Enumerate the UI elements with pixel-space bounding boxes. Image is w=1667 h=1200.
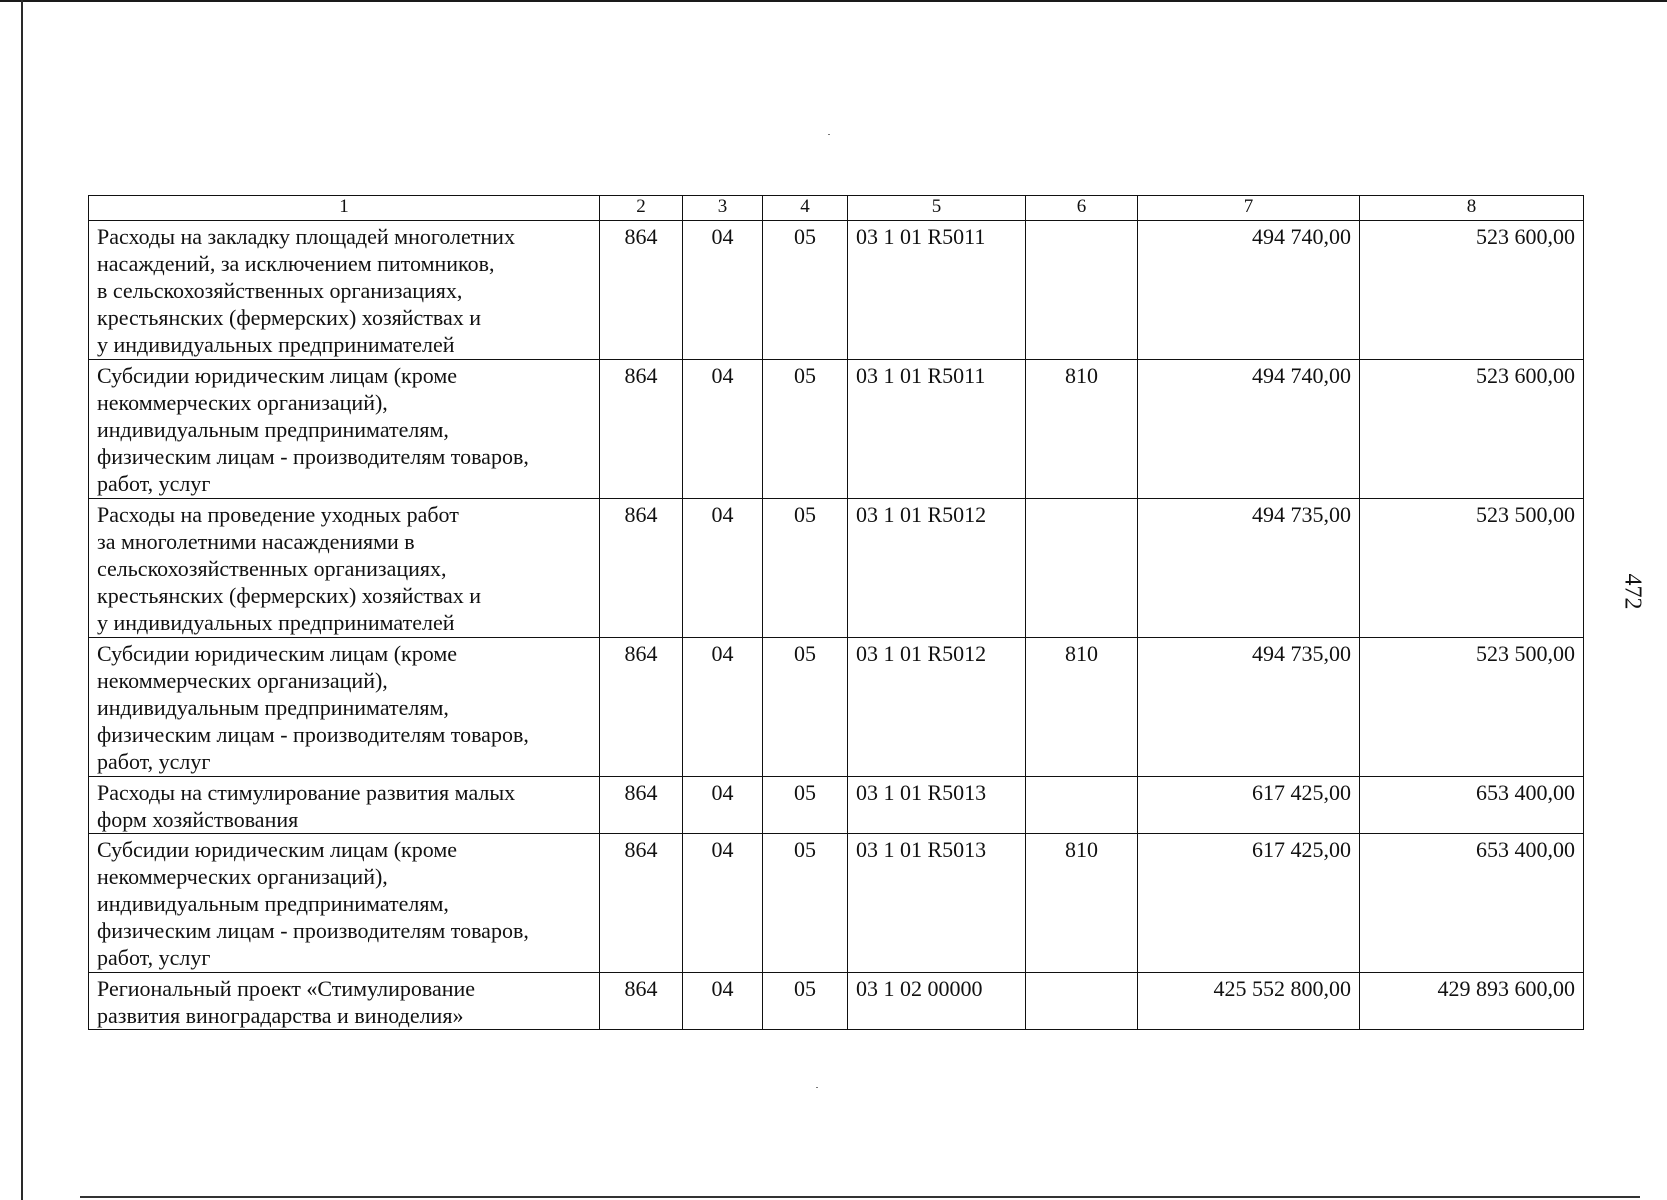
amount-year-1: 494 740,00 xyxy=(1138,360,1360,499)
amount-year-1: 494 735,00 xyxy=(1138,638,1360,777)
header-cell: 2 xyxy=(600,196,683,221)
section-code: 04 xyxy=(683,973,763,1030)
section-code: 04 xyxy=(683,499,763,638)
scan-border-bottom xyxy=(80,1196,1640,1198)
amount-year-1: 617 425,00 xyxy=(1138,834,1360,973)
row-name-cell xyxy=(89,777,600,834)
amount-year-2: 523 600,00 xyxy=(1360,360,1584,499)
target-article-code: 03 1 01 R5013 xyxy=(848,834,1026,973)
target-article-code: 03 1 01 R5013 xyxy=(848,777,1026,834)
amount-year-1: 617 425,00 xyxy=(1138,777,1360,834)
row-name-cell xyxy=(89,221,600,360)
header-cell: 1 xyxy=(89,196,600,221)
scan-border-top xyxy=(0,0,1667,2)
table-row xyxy=(89,499,1584,638)
amount-year-2: 523 500,00 xyxy=(1360,499,1584,638)
header-cell: 8 xyxy=(1360,196,1584,221)
target-article-code: 03 1 01 R5011 xyxy=(848,360,1026,499)
target-article-code: 03 1 02 00000 xyxy=(848,973,1026,1030)
header-cell: 7 xyxy=(1138,196,1360,221)
amount-year-2: 523 600,00 xyxy=(1360,221,1584,360)
scan-speck xyxy=(828,134,830,135)
table-row xyxy=(89,834,1584,973)
table-row xyxy=(89,360,1584,499)
row-name-cell xyxy=(89,499,600,638)
ministry-code: 864 xyxy=(600,777,683,834)
subsection-code: 05 xyxy=(763,499,848,638)
expense-type-code xyxy=(1026,499,1138,638)
scan-border-left xyxy=(21,0,23,1200)
section-code: 04 xyxy=(683,638,763,777)
row-name-cell xyxy=(89,834,600,973)
amount-year-1: 494 740,00 xyxy=(1138,221,1360,360)
subsection-code: 05 xyxy=(763,973,848,1030)
header-cell: 3 xyxy=(683,196,763,221)
row-name-cell xyxy=(89,360,600,499)
subsection-code: 05 xyxy=(763,221,848,360)
section-code: 04 xyxy=(683,221,763,360)
subsection-code: 05 xyxy=(763,834,848,973)
target-article-code: 03 1 01 R5012 xyxy=(848,499,1026,638)
budget-table xyxy=(88,195,1584,1030)
amount-year-1: 425 552 800,00 xyxy=(1138,973,1360,1030)
table-row xyxy=(89,777,1584,834)
row-name: Субсидии юридическим лицам (кроме некоммерческих организаций), индивидуальным предпринимателям, физическим лицам - производителям товаров, работ, услуг xyxy=(97,641,529,774)
scan-speck xyxy=(816,1087,818,1088)
header-cell: 6 xyxy=(1026,196,1138,221)
ministry-code: 864 xyxy=(600,973,683,1030)
page-number: 472 xyxy=(1619,573,1646,610)
amount-year-1: 494 735,00 xyxy=(1138,499,1360,638)
row-name: Региональный проект «Стимулирование развития виноградарства и виноделия» xyxy=(97,976,476,1028)
section-code: 04 xyxy=(683,360,763,499)
table-header-row xyxy=(89,196,1584,221)
expense-type-code: 810 xyxy=(1026,638,1138,777)
amount-year-2: 653 400,00 xyxy=(1360,834,1584,973)
section-code: 04 xyxy=(683,834,763,973)
ministry-code: 864 xyxy=(600,221,683,360)
ministry-code: 864 xyxy=(600,360,683,499)
amount-year-2: 523 500,00 xyxy=(1360,638,1584,777)
table-row xyxy=(89,973,1584,1030)
row-name: Расходы на проведение уходных работ за многолетними насаждениями в сельскохозяйственных организациях, крестьянских (фермерских) хозяйствах и у индивидуальных предпринимателей xyxy=(97,502,482,635)
expense-type-code xyxy=(1026,777,1138,834)
row-name-cell xyxy=(89,973,600,1030)
expense-type-code xyxy=(1026,221,1138,360)
row-name-cell xyxy=(89,638,600,777)
ministry-code: 864 xyxy=(600,834,683,973)
subsection-code: 05 xyxy=(763,360,848,499)
row-name: Субсидии юридическим лицам (кроме некоммерческих организаций), индивидуальным предпринимателям, физическим лицам - производителям товаров, работ, услуг xyxy=(97,837,529,970)
ministry-code: 864 xyxy=(600,499,683,638)
section-code: 04 xyxy=(683,777,763,834)
ministry-code: 864 xyxy=(600,638,683,777)
amount-year-2: 429 893 600,00 xyxy=(1360,973,1584,1030)
row-name: Расходы на стимулирование развития малых форм хозяйствования xyxy=(97,780,516,832)
expense-type-code xyxy=(1026,973,1138,1030)
subsection-code: 05 xyxy=(763,777,848,834)
target-article-code: 03 1 01 R5012 xyxy=(848,638,1026,777)
subsection-code: 05 xyxy=(763,638,848,777)
expense-type-code: 810 xyxy=(1026,360,1138,499)
table-row xyxy=(89,638,1584,777)
header-cell: 5 xyxy=(848,196,1026,221)
table-row xyxy=(89,221,1584,360)
target-article-code: 03 1 01 R5011 xyxy=(848,221,1026,360)
amount-year-2: 653 400,00 xyxy=(1360,777,1584,834)
row-name: Расходы на закладку площадей многолетних насаждений, за исключением питомников, в сельскохозяйственных организациях, крестьянских (фермерских) хозяйствах и у индивидуальных предпринимателей xyxy=(97,224,515,357)
row-name: Субсидии юридическим лицам (кроме некоммерческих организаций), индивидуальным предпринимателям, физическим лицам - производителям товаров, работ, услуг xyxy=(97,363,529,496)
expense-type-code: 810 xyxy=(1026,834,1138,973)
header-cell: 4 xyxy=(763,196,848,221)
